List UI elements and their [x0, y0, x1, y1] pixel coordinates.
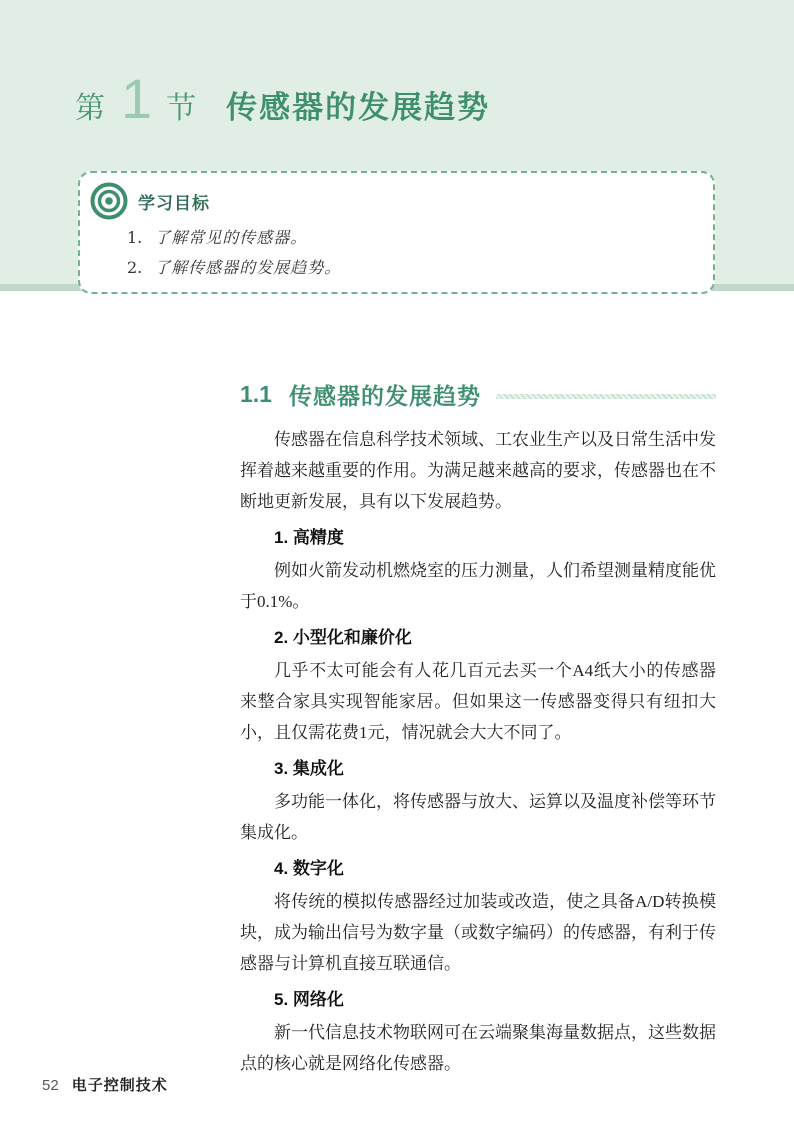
intro-paragraph: 传感器在信息科学技术领域、工农业生产以及日常生活中发挥着越来越重要的作用。为满足越来越高的要求，传感器也在不断地更新发展，具有以下发展趋势。 [240, 430, 716, 511]
objective-text: 了解常见的传感器。 [154, 228, 308, 247]
trend-heading-3: 3. 集成化 [274, 759, 344, 778]
page-number: 52 [42, 1077, 59, 1094]
objectives-header [90, 182, 210, 220]
page-footer [42, 1074, 168, 1095]
target-icon [90, 182, 128, 220]
trend-heading-1: 1. 高精度 [274, 528, 344, 547]
trend-paragraph-2: 几乎不太可能会有人花几百元去买一个A4纸大小的传感器来整合家具实现智能家居。但如果这一传感器变得只有纽扣大小，且仅需花费1元，情况就会大大不同了。 [240, 661, 716, 742]
objectives-box [78, 171, 715, 294]
objective-item [127, 223, 341, 253]
trend-heading-4: 4. 数字化 [274, 859, 344, 878]
trend-paragraph-1: 例如火箭发动机燃烧室的压力测量，人们希望测量精度能优于0.1%。 [240, 561, 716, 611]
section-number: 1.1 [240, 381, 272, 407]
section-decorative-line [496, 394, 716, 399]
objective-number: 1. [127, 228, 143, 247]
objective-number: 2. [127, 258, 143, 277]
trend-paragraph-3: 多功能一体化，将传感器与放大、运算以及温度补偿等环节集成化。 [240, 792, 716, 842]
section-heading [240, 378, 716, 411]
objective-item [127, 253, 341, 283]
chapter-heading [75, 66, 490, 136]
trend-heading-5: 5. 网络化 [274, 990, 344, 1009]
objectives-list [127, 223, 341, 283]
chapter-number: 1 [121, 67, 153, 130]
chapter-suffix: 节 [166, 92, 199, 125]
trend-paragraph-4: 将传统的模拟传感器经过加装或改造，使之具备A/D转换模块，成为输出信号为数字量（或数字编码）的传感器，有利于传感器与计算机直接互联通信。 [240, 892, 716, 973]
section-title: 传感器的发展趋势 [288, 383, 481, 409]
chapter-title: 传感器的发展趋势 [226, 90, 491, 125]
objectives-heading: 学习目标 [138, 193, 210, 213]
main-content [240, 378, 716, 1079]
trend-heading-2: 2. 小型化和廉价化 [274, 628, 412, 647]
objective-text: 了解传感器的发展趋势。 [154, 258, 342, 277]
chapter-prefix: 第 [75, 92, 107, 125]
trend-paragraph-5: 新一代信息技术物联网可在云端聚集海量数据点，这些数据点的核心就是网络化传感器。 [240, 1023, 716, 1073]
book-title: 电子控制技术 [71, 1077, 168, 1094]
